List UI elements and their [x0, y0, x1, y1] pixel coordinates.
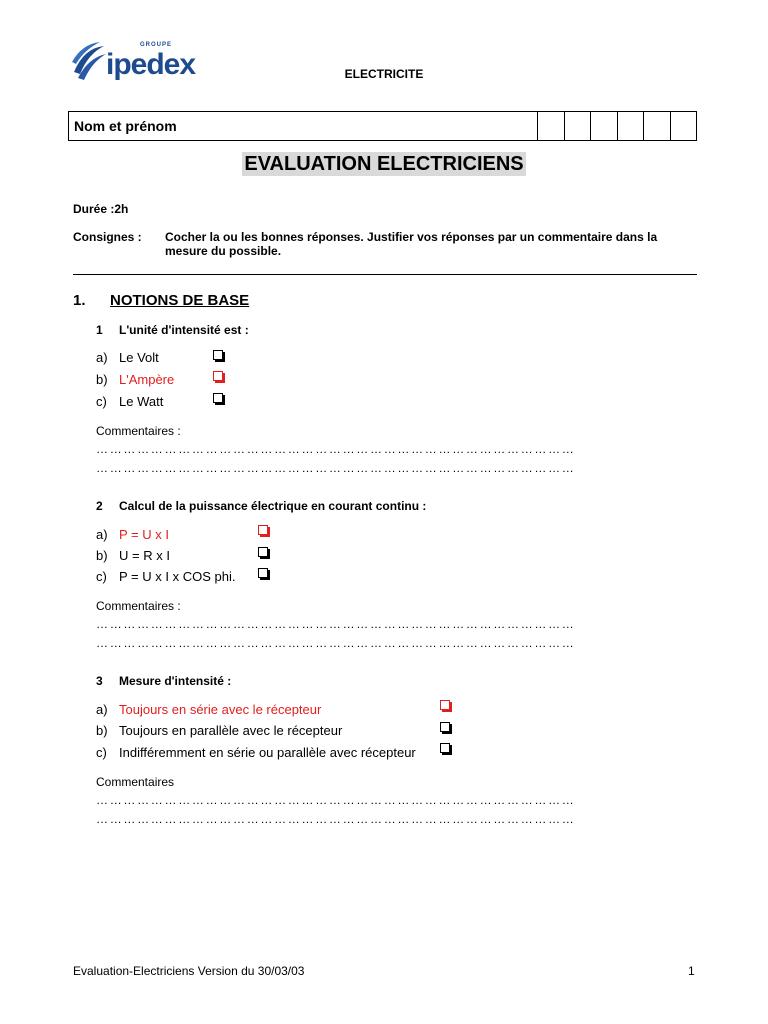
option-text: Le Volt: [119, 350, 159, 365]
section-number: 1.: [73, 292, 86, 309]
name-cell[interactable]: [590, 112, 617, 140]
option-text: U = R x I: [119, 548, 170, 563]
page-number: 1: [688, 964, 695, 978]
divider: [73, 274, 697, 275]
page-title-text: EVALUATION ELECTRICIENS: [244, 153, 524, 175]
checkbox[interactable]: [213, 393, 223, 403]
option-text: Indifféremment en série ou parallèle avec récepteur: [119, 745, 416, 760]
option-letter: a): [96, 350, 108, 365]
option-letter: b): [96, 372, 108, 387]
checkbox[interactable]: [213, 350, 223, 360]
comment-label: Commentaires: [96, 775, 175, 789]
duration: Durée :2h: [73, 202, 129, 216]
option-letter: b): [96, 548, 108, 563]
option-text: Le Watt: [119, 394, 164, 409]
checkbox[interactable]: [440, 722, 450, 732]
name-cell[interactable]: [537, 112, 564, 140]
logo-wordmark: ipedex: [106, 48, 196, 81]
name-label: Nom et prénom: [74, 118, 177, 134]
option-letter: c): [96, 745, 107, 760]
question-number: 2: [96, 499, 103, 513]
name-cell[interactable]: [564, 112, 591, 140]
comment-line[interactable]: ……………………………………………………………………………………………: [96, 793, 576, 807]
name-cell[interactable]: [670, 112, 697, 140]
name-field-table: [68, 111, 697, 141]
question-number: 3: [96, 674, 103, 688]
option-text: Toujours en série avec le récepteur: [119, 702, 322, 717]
checkbox-correct[interactable]: [440, 700, 450, 710]
instructions-label: Consignes :: [73, 230, 142, 244]
option-letter: a): [96, 527, 108, 542]
option-text: L'Ampère: [119, 372, 175, 387]
instructions-text: Cocher la ou les bonnes réponses. Justifier vos réponses par un commentaire dans la mesure du possible.: [165, 230, 658, 258]
checkbox-correct[interactable]: [258, 525, 268, 535]
section-title: NOTIONS DE BASE: [110, 292, 250, 309]
comment-line[interactable]: ……………………………………………………………………………………………: [96, 442, 576, 456]
logo-tagline: GROUPE: [140, 42, 173, 48]
option-letter: c): [96, 394, 107, 409]
checkbox-correct[interactable]: [213, 371, 223, 381]
checkbox[interactable]: [440, 743, 450, 753]
name-cell[interactable]: [643, 112, 670, 140]
option-text: P = U x I: [119, 527, 169, 542]
footer-version: Evaluation-Electriciens Version du 30/03/03: [73, 964, 305, 978]
question-text: Calcul de la puissance électrique en courant continu :: [119, 499, 427, 513]
page-title: [0, 153, 768, 176]
comment-line[interactable]: ……………………………………………………………………………………………: [96, 617, 576, 631]
checkbox[interactable]: [258, 568, 268, 578]
comment-label: Commentaires :: [96, 599, 181, 613]
question-text: Mesure d'intensité :: [119, 674, 232, 688]
option-text: P = U x I x COS phi.: [119, 569, 236, 584]
comment-line[interactable]: ……………………………………………………………………………………………: [96, 812, 576, 826]
option-letter: c): [96, 569, 107, 584]
name-cell[interactable]: [617, 112, 644, 140]
checkbox[interactable]: [258, 547, 268, 557]
option-letter: b): [96, 723, 108, 738]
comment-line[interactable]: ……………………………………………………………………………………………: [96, 461, 576, 475]
question-text: L'unité d'intensité est :: [119, 323, 249, 337]
option-letter: a): [96, 702, 108, 717]
comment-label: Commentaires :: [96, 424, 181, 438]
question-number: 1: [96, 323, 103, 337]
comment-line[interactable]: ……………………………………………………………………………………………: [96, 636, 576, 650]
option-text: Toujours en parallèle avec le récepteur: [119, 723, 343, 738]
subject-heading: ELECTRICITE: [344, 67, 424, 81]
